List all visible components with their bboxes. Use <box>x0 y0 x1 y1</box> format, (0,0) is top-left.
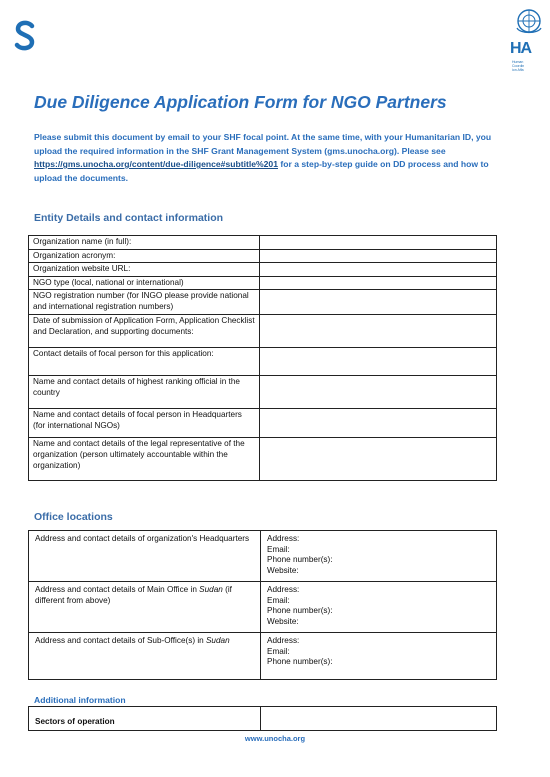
row-label <box>29 633 261 680</box>
focal-person-contact-field[interactable] <box>260 348 497 376</box>
dd-guide-link[interactable]: https://gms.unocha.org/content/due-diligence#subtitle%201 <box>34 159 278 169</box>
hq-address-field[interactable] <box>261 531 497 582</box>
ocha-logo-tagline: Human Coordin ion Affa <box>512 60 525 72</box>
entity-section-heading: Entity Details and contact information <box>34 212 224 224</box>
ocha-logo-fragment-icon <box>14 20 36 52</box>
row-label <box>29 531 261 582</box>
row-label-country: Sudan <box>199 585 223 594</box>
registration-number-field[interactable] <box>260 290 497 315</box>
website-url-field[interactable] <box>260 263 497 277</box>
row-label-text: Address and contact details of Main Office in <box>35 585 200 594</box>
table-row <box>29 376 497 409</box>
field-label: Website: <box>267 616 299 626</box>
row-label: Organization acronym: <box>29 249 260 263</box>
office-locations-table <box>28 530 497 680</box>
submission-date-field[interactable] <box>260 315 497 348</box>
row-label-text: Address and contact details of Sub-Office(s) in <box>35 636 206 645</box>
entity-details-table <box>28 235 497 481</box>
intro-text-end: for a step-by-step guide on DD process and how to upload the documents. <box>34 159 489 183</box>
intro-text: Please submit this document by email to your SHF focal point. At the same time, with your Humanitarian ID, you upload the required information in the SHF Grant Management System (gms.unocha.org). Please see <box>34 132 492 156</box>
hq-focal-person-field[interactable] <box>260 409 497 438</box>
ocha-logo-letters: HA <box>510 40 532 57</box>
table-row <box>29 290 497 315</box>
intro-paragraph <box>34 131 518 185</box>
table-row <box>29 263 497 277</box>
field-label: Website: <box>267 565 299 575</box>
ngo-type-field[interactable] <box>260 276 497 290</box>
additional-section-heading: Additional information <box>34 695 126 705</box>
table-row <box>29 409 497 438</box>
table-row <box>29 531 497 582</box>
organization-acronym-field[interactable] <box>260 249 497 263</box>
row-label: Organization name (in full): <box>29 236 260 250</box>
table-row <box>29 707 497 731</box>
field-label: Address: <box>267 534 300 543</box>
table-row <box>29 249 497 263</box>
table-row <box>29 348 497 376</box>
sectors-of-operation-field[interactable] <box>261 707 497 731</box>
highest-official-field[interactable] <box>260 376 497 409</box>
table-row <box>29 633 497 680</box>
table-row <box>29 236 497 250</box>
row-label: Contact details of focal person for this application: <box>29 348 260 376</box>
organization-name-field[interactable] <box>260 236 497 250</box>
ocha-logo <box>510 6 550 76</box>
field-label: Phone number(s): <box>267 606 333 616</box>
table-row <box>29 276 497 290</box>
row-label-text-end: (if different from above) <box>35 585 232 605</box>
row-label: Date of submission of Application Form, Application Checklist and Declaration, and supporting documents: <box>29 315 260 348</box>
field-label: Email: <box>267 544 290 554</box>
table-row <box>29 582 497 633</box>
additional-info-table <box>28 706 497 731</box>
un-emblem-icon <box>514 6 544 36</box>
office-section-heading: Office locations <box>34 511 113 523</box>
row-label-country: Sudan <box>205 636 230 645</box>
sub-office-address-field[interactable] <box>261 633 497 680</box>
field-label: Address: <box>267 585 300 594</box>
field-label: Email: <box>267 646 290 656</box>
row-label: Sectors of operation <box>29 707 261 731</box>
row-label: Name and contact details of focal person in Headquarters (for international NGOs) <box>29 409 260 438</box>
footer-url: www.unocha.org <box>244 734 306 743</box>
row-label: Name and contact details of the legal representative of the organization (person ultimately accountable within the organization) <box>29 438 260 481</box>
field-label: Phone number(s): <box>267 555 333 565</box>
page-title: Due Diligence Application Form for NGO Partners <box>34 92 447 112</box>
row-label: NGO registration number (for INGO please provide national and international registration numbers) <box>29 290 260 315</box>
row-label: NGO type (local, national or international) <box>29 276 260 290</box>
field-label: Address: <box>267 636 300 645</box>
field-label: Email: <box>267 595 290 605</box>
legal-representative-field[interactable] <box>260 438 497 481</box>
table-row <box>29 315 497 348</box>
row-label-text: Address and contact details of organization's Headquarters <box>35 534 250 543</box>
row-label: Name and contact details of highest ranking official in the country <box>29 376 260 409</box>
table-row <box>29 438 497 481</box>
row-label <box>29 582 261 633</box>
main-office-address-field[interactable] <box>261 582 497 633</box>
row-label: Organization website URL: <box>29 263 260 277</box>
field-label: Phone number(s): <box>267 657 333 667</box>
